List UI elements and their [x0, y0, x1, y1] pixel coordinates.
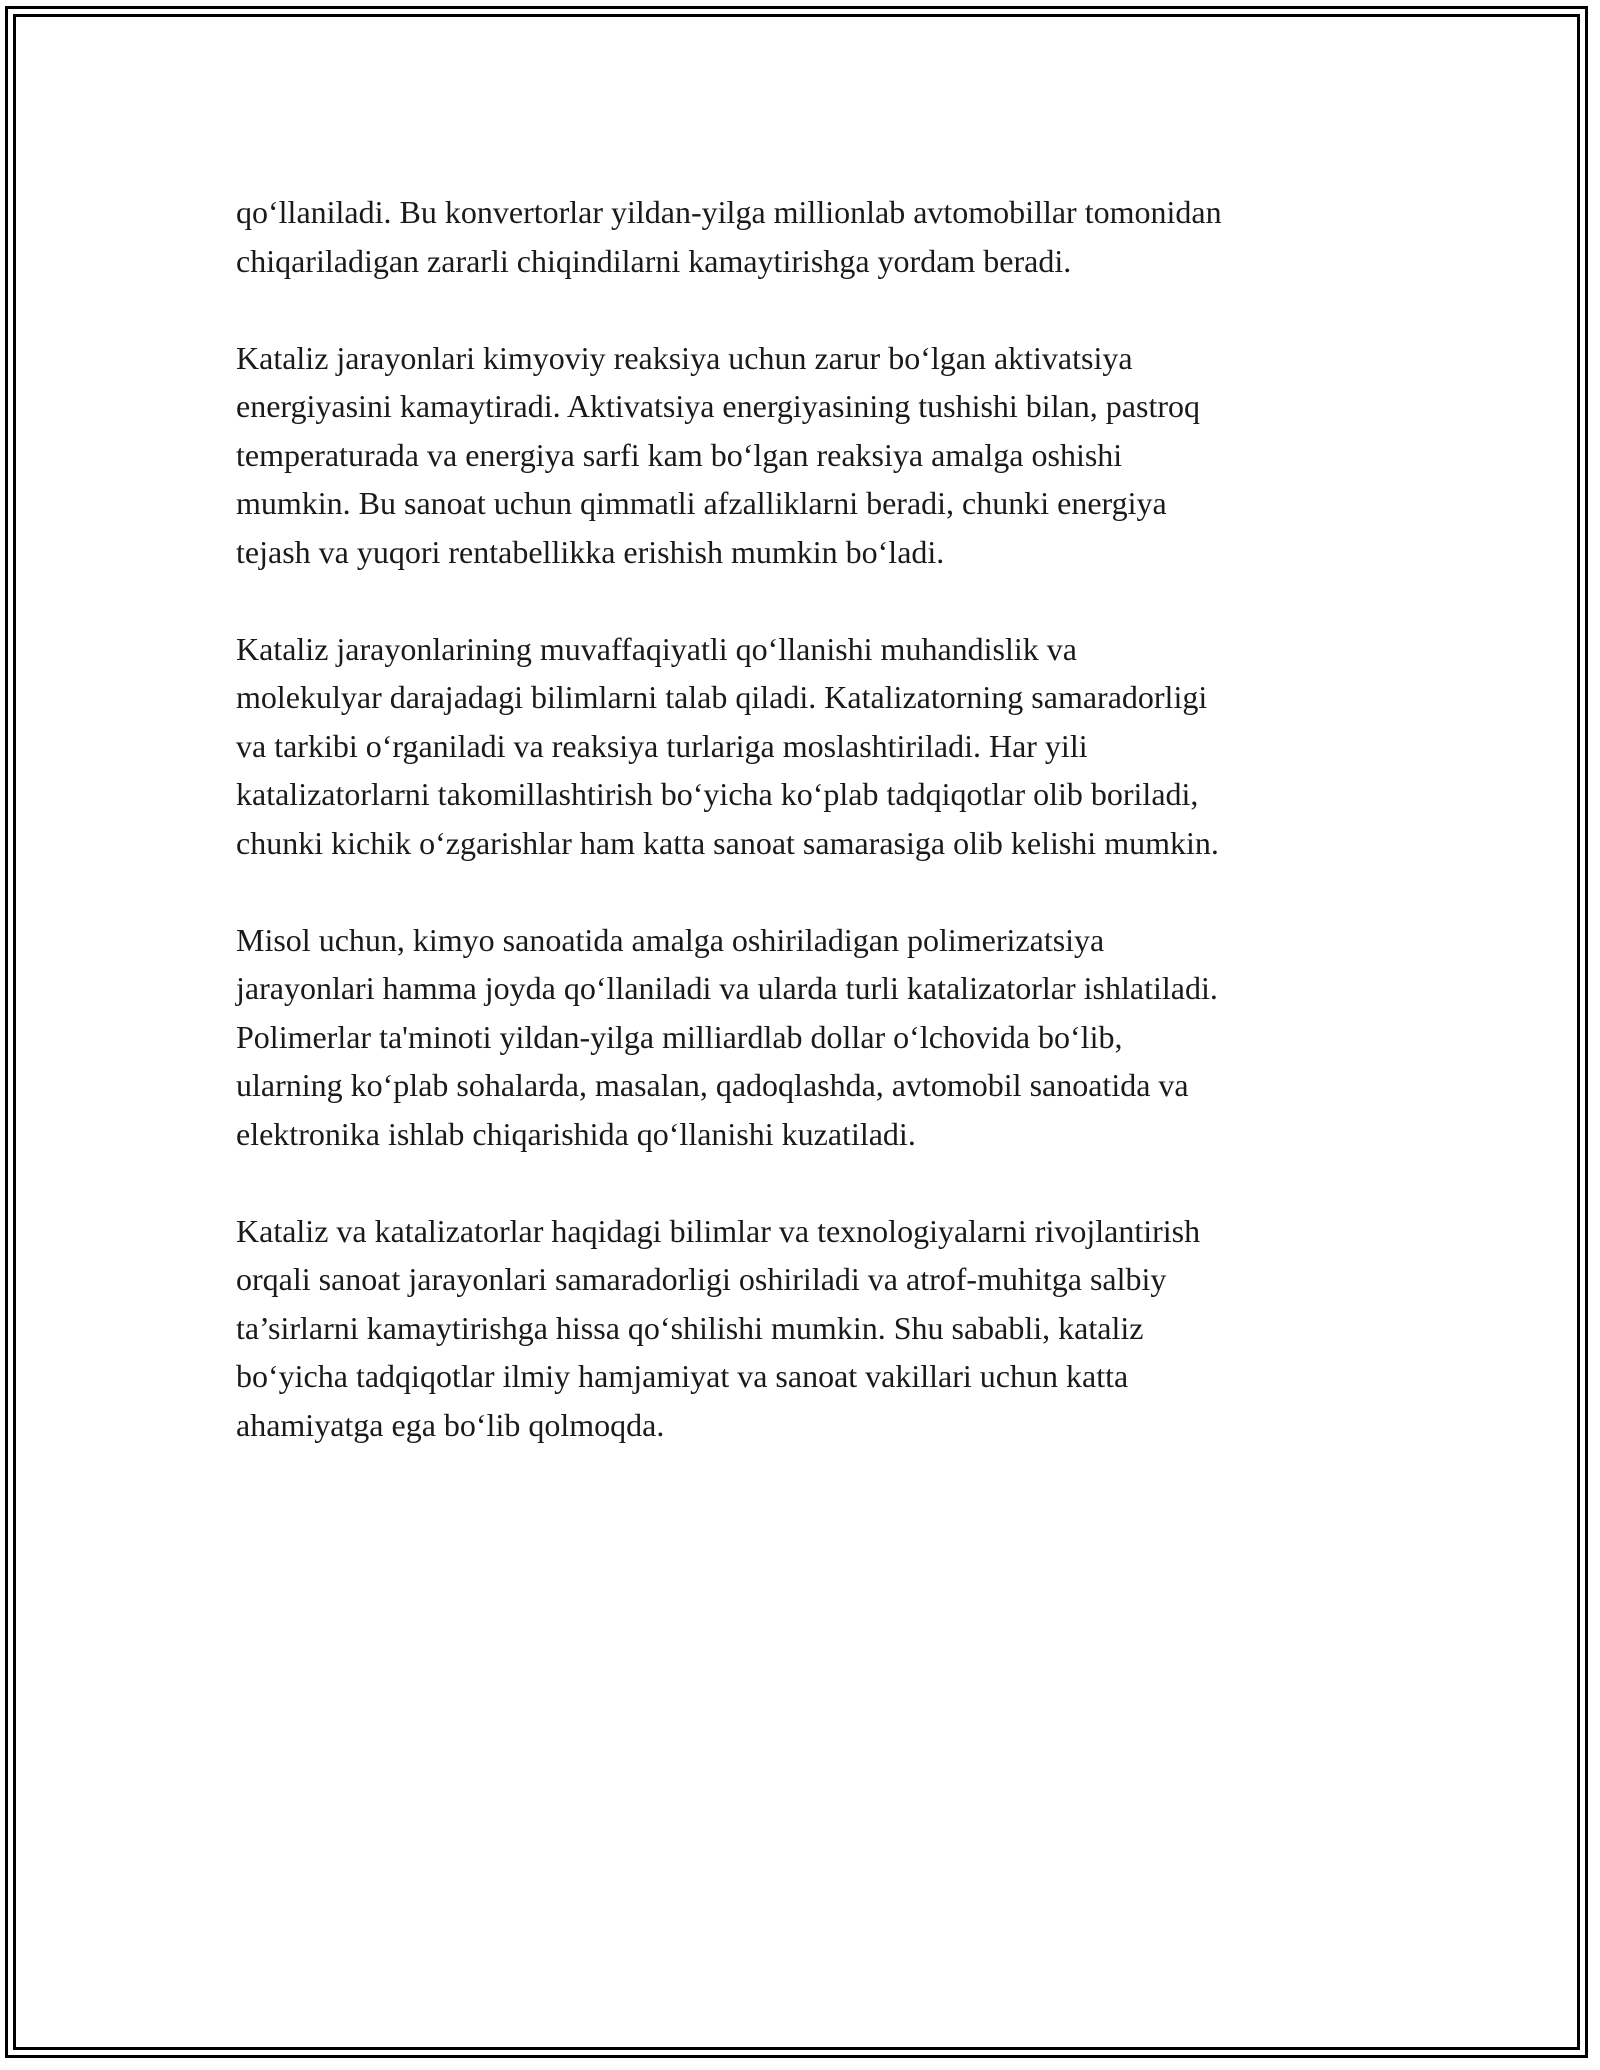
document-body	[236, 188, 1376, 1498]
text-line: tejash va yuqori rentabellikka erishish mumkin bo‘ladi.	[236, 533, 945, 570]
text-line: Misol uchun, kimyo sanoatida amalga oshiriladigan polimerizatsiya	[236, 921, 1105, 958]
text-line: bo‘yicha tadqiqotlar ilmiy hamjamiyat va sanoat vakillari uchun katta	[236, 1358, 1129, 1394]
paragraph-4	[236, 916, 1376, 1159]
paragraph-3	[236, 625, 1376, 868]
text-line: chiqariladigan zararli chiqindilarni kamaytirishga yordam beradi.	[236, 242, 1072, 279]
paragraph-1	[236, 188, 1376, 285]
text-line: va tarkibi o‘rganiladi va reaksiya turlariga moslashtiriladi. Har yili	[236, 727, 1088, 764]
text-line: molekulyar darajadagi bilimlarni talab qiladi. Katalizatorning samaradorligi	[236, 679, 1208, 715]
paragraph-5	[236, 1207, 1376, 1450]
text-line: temperaturada va energiya sarfi kam bo‘lgan reaksiya amalga oshishi	[236, 436, 1123, 473]
paragraph-2	[236, 334, 1376, 577]
text-line: Kataliz jarayonlari kimyoviy reaksiya uchun zarur bo‘lgan aktivatsiya	[236, 339, 1133, 376]
text-line: elektronika ishlab chiqarishida qo‘llanishi kuzatiladi.	[236, 1115, 916, 1152]
text-line: qo‘llaniladi. Bu konvertorlar yildan-yilga millionlab avtomobillar tomonidan	[236, 194, 1222, 230]
text-line: orqali sanoat jarayonlari samaradorligi oshiriladi va atrof-muhitga salbiy	[236, 1261, 1167, 1297]
text-line: mumkin. Bu sanoat uchun qimmatli afzalliklarni beradi, chunki energiya	[236, 485, 1167, 521]
text-line: katalizatorlarni takomillashtirish bo‘yicha ko‘plab tadqiqotlar olib boriladi,	[236, 776, 1199, 812]
text-line: jarayonlari hamma joyda qo‘llaniladi va ularda turli katalizatorlar ishlatiladi.	[236, 970, 1218, 1006]
text-line: Polimerlar ta'minoti yildan-yilga milliardlab dollar o‘lchovida bo‘lib,	[236, 1018, 1123, 1055]
text-line: ta’sirlarni kamaytirishga hissa qo‘shilishi mumkin. Shu sababli, kataliz	[236, 1309, 1144, 1346]
text-line: energiyasini kamaytiradi. Aktivatsiya energiyasining tushishi bilan, pastroq	[236, 388, 1200, 424]
text-line: ularning ko‘plab sohalarda, masalan, qadoqlashda, avtomobil sanoatida va	[236, 1067, 1189, 1103]
text-line: Kataliz va katalizatorlar haqidagi bilimlar va texnologiyalarni rivojlantirish	[236, 1212, 1201, 1249]
text-line: chunki kichik o‘zgarishlar ham katta sanoat samarasiga olib kelishi mumkin.	[236, 824, 1219, 861]
text-line: Kataliz jarayonlarining muvaffaqiyatli qo‘llanishi muhandislik va	[236, 630, 1077, 667]
text-line: ahamiyatga ega bo‘lib qolmoqda.	[236, 1406, 665, 1443]
